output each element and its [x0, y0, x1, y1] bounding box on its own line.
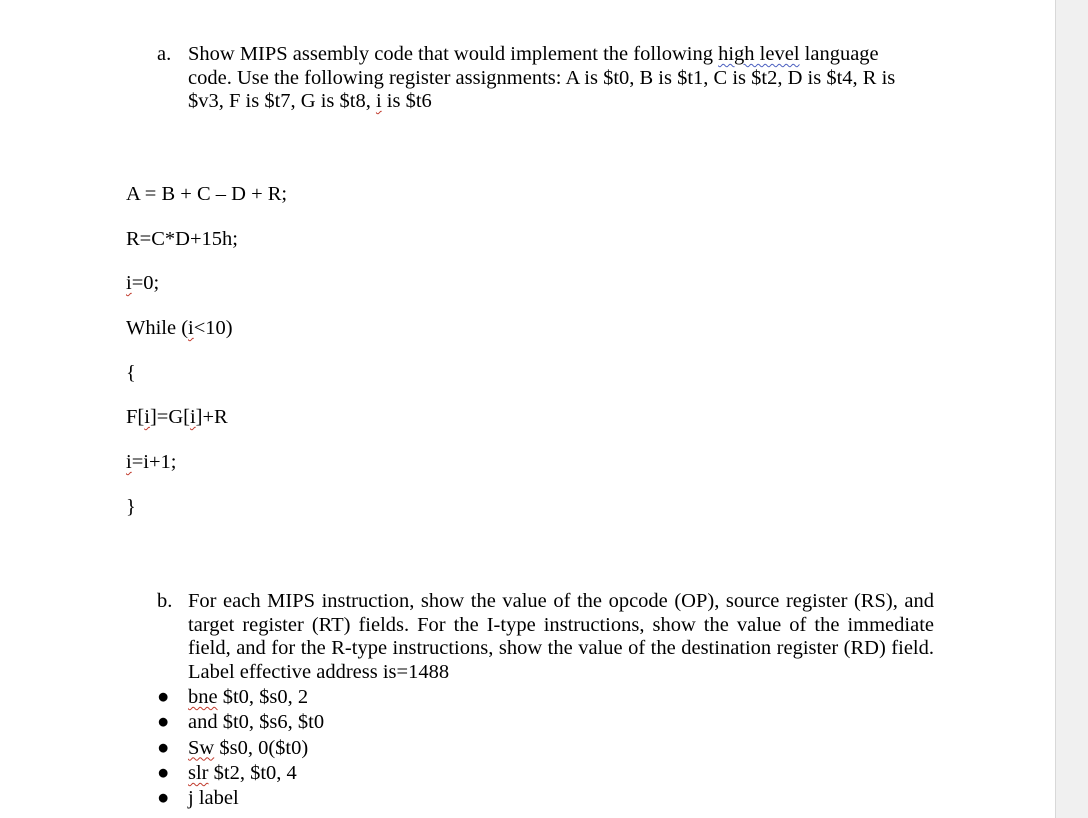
instruction-args: label	[193, 787, 239, 810]
code-line-while	[126, 317, 233, 341]
code-line-close-brace: }	[126, 496, 136, 518]
question-b-text: For each MIPS instruction, show the value of the opcode (OP), source register (RS), and target register (RT) fields. For the I-type instructions, show the value of the immediate field, and for the R-type instructions, show the value of the destination register (RD) field. Label effective address is=1488	[188, 590, 934, 683]
instruction-op: slr	[188, 761, 209, 784]
var-i: i	[188, 317, 194, 339]
instruction-op: and	[188, 711, 218, 734]
bullet-icon: ●	[157, 761, 170, 784]
var-i: i	[126, 451, 132, 473]
list-marker-a: a.	[157, 43, 172, 65]
var-i: i	[126, 272, 132, 294]
instruction-args: $t2, $t0, 4	[208, 761, 297, 784]
code-line-init-i	[126, 272, 159, 296]
code-text: =0;	[131, 272, 160, 294]
instruction-text	[188, 762, 297, 786]
code-line-assign-r: R=C*D+15h;	[126, 228, 238, 250]
bullet-icon: ●	[157, 686, 170, 708]
register-i-spellcheck: i	[375, 90, 382, 112]
code-text: ]=G[	[149, 406, 190, 428]
var-i: i	[189, 406, 196, 428]
code-text: =i+1;	[131, 451, 177, 473]
instruction-op: bne	[188, 686, 218, 708]
bullet-icon: ●	[157, 787, 170, 810]
instruction-text	[188, 787, 239, 811]
instruction-args: $s0, 0($t0)	[214, 736, 309, 759]
high-level-spellcheck: high level	[718, 43, 800, 65]
instruction-op: Sw	[188, 736, 215, 759]
question-a-text-3: is $t6	[381, 90, 432, 112]
code-line-increment	[126, 451, 176, 475]
question-a-text-2: language code. Use the following register assignments: A is $t0, B is $t1, C is $t2, D is $t4, R is $v3, F is $t7, G is $t8,	[188, 43, 896, 112]
instruction-text	[188, 737, 308, 761]
code-line-open-brace: {	[126, 362, 136, 384]
question-a-text-1: Show MIPS assembly code that would implement the following	[188, 43, 719, 65]
question-a-text	[188, 43, 917, 114]
bullet-icon: ●	[157, 711, 170, 734]
instruction-args: $t0, $s0, 2	[217, 686, 309, 708]
window-margin	[1055, 0, 1088, 818]
code-line-assign-a: A = B + C – D + R;	[126, 183, 288, 205]
list-marker-b: b.	[157, 590, 173, 612]
instruction-text	[188, 711, 324, 735]
code-text: ]+R	[195, 406, 228, 428]
code-text: While (	[126, 317, 189, 339]
code-text: F[	[126, 406, 145, 428]
instruction-args: $t0, $s6, $t0	[217, 711, 325, 734]
code-line-array-assign	[126, 406, 228, 430]
instruction-text	[188, 686, 308, 710]
var-i: i	[144, 406, 150, 428]
bullet-icon: ●	[157, 736, 170, 759]
code-text: <10)	[193, 317, 233, 339]
instruction-op: j	[188, 787, 194, 810]
